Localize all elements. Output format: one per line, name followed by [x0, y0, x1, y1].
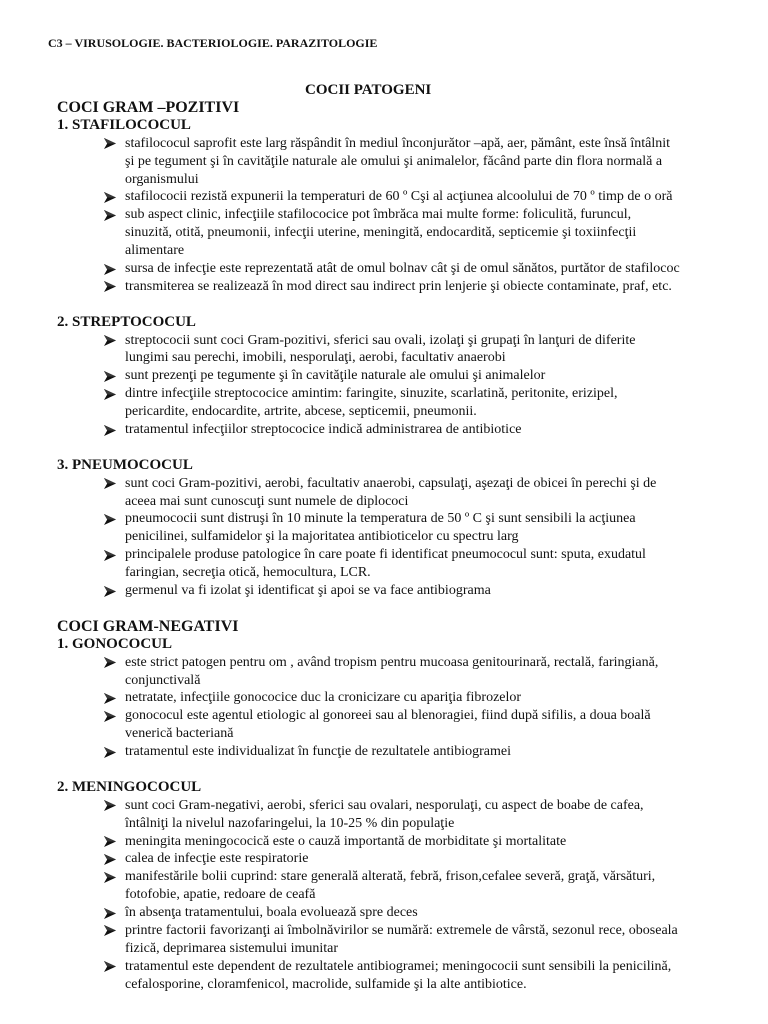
arrow-bullet-icon: [104, 264, 116, 275]
bullet-list: [0, 654, 768, 761]
bullet-line: organismului: [125, 171, 199, 187]
bullet-item: [0, 707, 768, 743]
bullet-item: [0, 689, 768, 707]
bullet-line: germenul va fi izolat şi identificat şi apoi se va face antibiograma: [125, 583, 491, 599]
arrow-bullet-icon: [104, 711, 116, 722]
bullet-line: sinuzită, otită, pneumonii, infecţii uterine, meningită, endocardită, septicemie şi toxiinfecţii: [125, 225, 637, 241]
arrow-bullet-icon: [104, 854, 116, 865]
bullet-list: [0, 332, 768, 439]
bullet-line: principalele produse patologice în care poate fi identificat pneumococul sunt: sputa, exudatul: [125, 547, 646, 563]
bullet-item: [0, 922, 768, 958]
bullet-line: calea de infecţie este respiratorie: [125, 851, 309, 867]
bullet-line: meningita meningococică este o cauză importantă de morbiditate şi mortalitate: [125, 833, 567, 849]
bullet-line: cefalosporine, cloramfenicol, macrolide, sulfamide şi la alte antibiotice.: [125, 976, 527, 992]
bullet-item: [0, 582, 768, 600]
arrow-bullet-icon: [104, 371, 116, 382]
bullet-item: [0, 260, 768, 278]
bullet-item: [0, 797, 768, 833]
arrow-bullet-icon: [104, 514, 116, 525]
bacterium-section: [0, 117, 768, 296]
arrow-bullet-icon: [104, 425, 116, 436]
bullet-line: aceea mai sunt cunoscuţi sunt numele de diplococi: [125, 493, 409, 509]
bullet-item: [0, 206, 768, 260]
bullet-item: [0, 958, 768, 994]
bullet-item: [0, 546, 768, 582]
arrow-bullet-icon: [104, 192, 116, 203]
bullet-item: [0, 654, 768, 690]
bullet-item: [0, 421, 768, 439]
bullet-item: [0, 367, 768, 385]
bullet-line: transmiterea se realizează în mod direct sau indirect prin lenjerie şi obiecte contaminate, praf, etc.: [125, 278, 672, 294]
bullet-item: [0, 850, 768, 868]
bullet-item: [0, 188, 768, 206]
arrow-bullet-icon: [104, 210, 116, 221]
bullet-line: conjunctivală: [125, 672, 201, 688]
arrow-bullet-icon: [104, 138, 116, 149]
bullet-line: manifestările bolii cuprind: stare generală alterată, febră, frison,cefalee severă, graţă, vărsături,: [125, 869, 656, 885]
arrow-bullet-icon: [104, 908, 116, 919]
bullet-line: gonococul este agentul etiologic al gonoreei sau al blenoragiei, fiind după sifilis, a doua boală: [125, 708, 651, 724]
arrow-bullet-icon: [104, 836, 116, 847]
bullet-line: este strict patogen pentru om , având tropism pentru mucoasa genitourinară, rectală, faringiană,: [125, 654, 659, 670]
bullet-item: [0, 332, 768, 368]
bullet-line: tratamentul infecţiilor streptococice indică administrarea de antibiotice: [125, 422, 522, 438]
bullet-line: stafilococul saprofit este larg răspândit în mediul înconjurător –apă, aer, pământ, este însă întâlnit: [125, 135, 671, 151]
group-heading: COCI GRAM –POZITIVI: [57, 99, 240, 116]
bullet-line: faringian, secreţia otică, hemocultura, LCR.: [125, 565, 371, 581]
bullet-line: venerică bacteriană: [125, 726, 234, 742]
bullet-list: [0, 797, 768, 994]
page-title: COCII PATOGENI: [305, 82, 432, 98]
bullet-line: în absenţa tratamentului, boala evoluează spre deces: [125, 905, 418, 921]
arrow-bullet-icon: [104, 800, 116, 811]
bullet-item: [0, 743, 768, 761]
bullet-line: sub aspect clinic, infecţiile stafilococice pot îmbrăca mai multe forme: foliculită, furuncul,: [125, 207, 632, 223]
arrow-bullet-icon: [104, 389, 116, 400]
arrow-bullet-icon: [104, 961, 116, 972]
section-heading: 2. STREPTOCOCUL: [57, 313, 196, 330]
section-heading: 2. MENINGOCOCUL: [57, 778, 202, 795]
bullet-item: [0, 475, 768, 511]
arrow-bullet-icon: [104, 693, 116, 704]
bacterium-section: [0, 457, 768, 600]
bullet-line: pericardite, endocardite, artrite, abcese, septicemii, pneumonii.: [125, 404, 477, 420]
group-heading: COCI GRAM-NEGATIVI: [57, 617, 239, 635]
bullet-line: lungimi sau perechi, imobili, nesporulaţi, aerobi, facultativ anaerobi: [125, 350, 506, 366]
bacterium-section: [0, 314, 768, 439]
bullet-line: netratate, infecţiile gonococice duc la cronicizare cu apariţia fibrozelor: [125, 690, 522, 706]
bullet-line: stafilococii rezistă expunerii la temperaturi de 60 º Cşi al acţiunea alcoolului de 70 º timp de o oră: [125, 189, 673, 205]
bullet-list: [0, 475, 768, 600]
section-heading: 1. GONOCOCUL: [57, 635, 173, 652]
bullet-item: [0, 278, 768, 296]
bullet-line: sunt coci Gram-negativi, aerobi, sferici sau ovalari, nesporulaţi, cu aspect de boabe de cafea,: [125, 797, 644, 813]
bullet-item: [0, 833, 768, 851]
bullet-line: penicilinei, sulfamidelor şi la majoritatea antibioticelor cu spectru larg: [125, 529, 519, 545]
bullet-line: streptococii sunt coci Gram-pozitivi, sferici sau ovali, izolaţi şi grupaţi în lanţuri de diferite: [125, 332, 636, 348]
arrow-bullet-icon: [104, 747, 116, 758]
bullet-line: întâlniţi la nivelul nazofaringelui, la 10-25 % din populaţie: [125, 815, 455, 831]
bullet-line: printre factorii favorizanţi ai îmbolnăvirilor se numără: extremele de vârstă, sezonul rece, oboseala: [125, 922, 678, 938]
bullet-item: [0, 135, 768, 189]
bullet-line: sunt prezenţi pe tegumente şi în cavităţile naturale ale omului şi animalelor: [125, 368, 546, 384]
bacterium-section: [0, 779, 768, 994]
coci-group: [0, 618, 768, 994]
bullet-line: pneumococii sunt distruşi în 10 minute la temperatura de 50 º C şi sunt sensibili la acţiunea: [125, 511, 636, 527]
bullet-item: [0, 904, 768, 922]
arrow-bullet-icon: [104, 925, 116, 936]
bullet-line: dintre infecţiile streptococice amintim: faringite, sinuzite, scarlatină, peritonite, erizipel,: [125, 386, 618, 402]
bullet-line: alimentare: [125, 243, 185, 259]
section-heading: 3. PNEUMOCOCUL: [57, 456, 193, 473]
bacterium-section: [0, 636, 768, 761]
arrow-bullet-icon: [104, 586, 116, 597]
arrow-bullet-icon: [104, 872, 116, 883]
section-heading: 1. STAFILOCOCUL: [57, 116, 191, 133]
bullet-line: tratamentul este individualizat în funcţie de rezultatele antibiogramei: [125, 744, 512, 760]
arrow-bullet-icon: [104, 281, 116, 292]
running-header: C3 – VIRUSOLOGIE. BACTERIOLOGIE. PARAZITOLOGIE: [48, 36, 378, 50]
bullet-item: [0, 868, 768, 904]
arrow-bullet-icon: [104, 657, 116, 668]
arrow-bullet-icon: [104, 335, 116, 346]
bullet-list: [0, 135, 768, 296]
bullet-line: fizică, deprimarea sistemului imunitar: [125, 940, 339, 956]
bullet-line: tratamentul este dependent de rezultatele antibiogramei; meningococii sunt sensibili la penicilină,: [125, 958, 672, 974]
bullet-item: [0, 385, 768, 421]
document-body: [0, 99, 768, 994]
bullet-line: fotofobie, apatie, redoare de ceafă: [125, 887, 316, 903]
bullet-item: [0, 510, 768, 546]
arrow-bullet-icon: [104, 478, 116, 489]
bullet-line: şi pe tegument şi în cavităţile naturale ale omului şi animalelor, făcând parte din flora normală a: [125, 153, 663, 169]
bullet-line: sunt coci Gram-pozitivi, aerobi, facultativ anaerobi, capsulaţi, aşezaţi de obicei în perechi şi de: [125, 475, 657, 491]
arrow-bullet-icon: [104, 550, 116, 561]
bullet-line: sursa de infecţie este reprezentată atât de omul bolnav cât şi de omul sănătos, purtător de stafilococ: [125, 261, 680, 277]
coci-group: [0, 99, 768, 600]
